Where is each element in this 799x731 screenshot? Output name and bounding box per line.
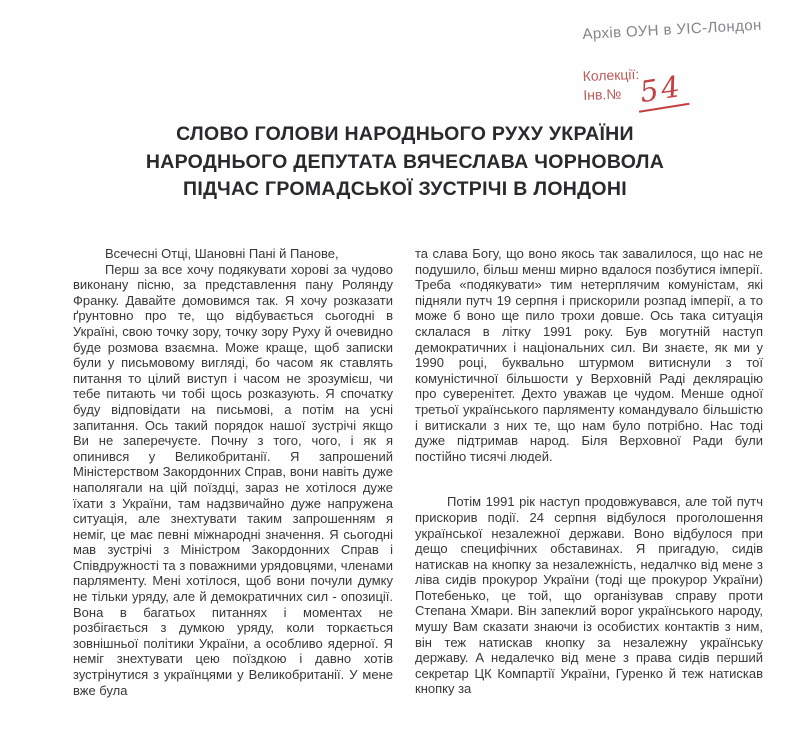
collection-label: Колекції: [582,66,640,84]
salutation-line: Всечесні Отці, Шановні Пані й Панове, [105,246,339,261]
inventory-label: Інв.№ [583,85,622,103]
title-line-2: НАРОДНЬОГО ДЕПУТАТА ВЯЧЕСЛАВА ЧОРНОВОЛА [145,150,665,173]
document-title [30,121,780,204]
archive-stamp-text: Архів ОУН в УІС-Лондон [582,16,763,43]
text-column-right [415,246,763,697]
handwritten-inventory-number: 54 [633,68,689,113]
title-line-3: ПІДЧАС ГРОМАДСЬКОЇ ЗУСТРІЧІ В ЛОНДОНІ [183,178,627,200]
collection-block [582,65,640,105]
title-line-1: СЛОВО ГОЛОВИ НАРОДНЬОГО РУХУ УКРАЇНИ [176,123,634,145]
right-column-paragraph-continuation: та слава Богу, що воно якось так завалилося, що нас не подушило, більш менш мирно вдалося позбутися імперії. Треба «подякувати» тим нетерплячим комуністам, які підняли путч 19 серпня і прискорили розпад імперії, а то може б воно ще пило трохи довше. Ось така ситуація склалася в літку 1991 року. Був могутній наступ демократичних і національних сил. Ви знаєте, як ми у 1990 році, буквально штурмом витиснули з тої комуністичної більшости у Верховній Раді деклярацію про суверенітет. Дехто уважав це чудом. Менше одної третьої українського парляменту командувало більшістю і витискали з них те, що нам було потрібно. Нас тоді дуже підтримав народ. Біля Верховної Ради були постійно тисячі людей. [415,246,763,464]
left-column-paragraph: Перш за все хочу подякувати хорові за чудово виконану пісню, за представлення пану Ролянду Франку. Давайте домовимся так. Я хочу розказати ґрунтовно про те, що відбувається сьогодні в Україні, свою точку зору, точку зору Руху й очевидно буде розмова взаємна. Може краще, щоб записки були у письмовому вигляді, бо часом як ставлять питання то цілий виступ і часом не зрозумієш, чи тебе питають чи тобі щось розказують. Я спочатку буду відповідати на письмові, а потім на усні запитання. Ось такий порядок нашої зустрічі якщо Ви не заперечуєте. Почну з того, чого, і як я опинився у Великобританії. Я запрошений Міністерством Закордонних Справ, вони навіть дуже наполягали на цій поїздці, зараз не хотілося дуже їхати з України, там надзвичайно дуже напружена ситуація, але знехтувати таким запрошенням я неміг, це має певні міжнародні значення. Я сьогодні мав зустрічі з Міністром Закордонних Справ і Співдружності та з поважними урядовцями, членами парляменту. Мені хотілося, щоб вони почули думку не тільки уряду, але й демократичних сил - опозиції. Вона в багатьох питаннях і моментах не розбігається з думкою уряду, коли торкається зовнішньої політики України, а особливо ядерної. Я неміг знехтувати цею поїздкою і давно хотів зустрінутися з українцями у Великобританії. У мене вже була [73,261,393,698]
right-column-paragraph-2: Потім 1991 рік наступ продовжувався, але той путч прискорив події. 24 серпня відбулося проголошення української незалежної держави. Воно відбулося при дещо специфічних обставинах. Я пригадую, сидів натискав на кнопку за незалежність, недалчко від мене з ліва сидів прокурор України (тоді ще прокурор України) Потебенько, це той, що організував справу проти Степана Хмари. Він запеклий ворог українського народу, мушу Вам сказати знаючи із особистих контактів з ним, він теж натискав кнопку за незалежну українську державу. А недалечко від мене з права сидів перший секретар ЦК Компартії України, Гуренко й теж натискав кнопку за [415,494,763,697]
text-column-left [73,246,393,698]
